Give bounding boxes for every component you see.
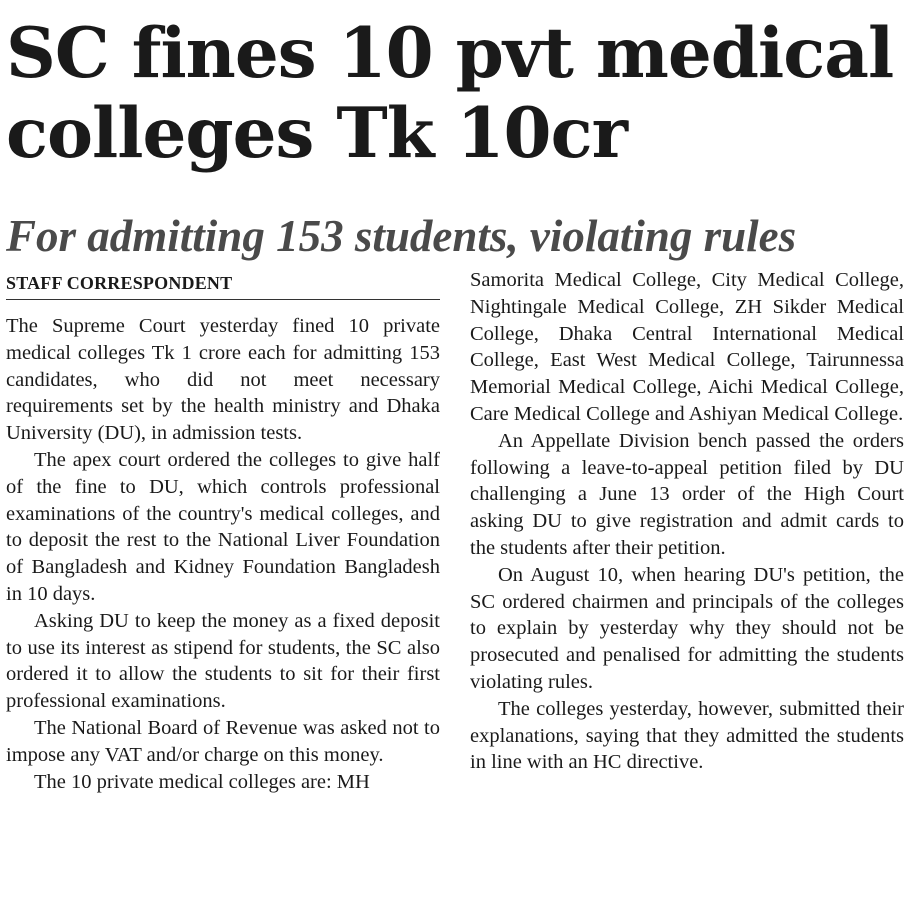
byline: STAFF CORRESPONDENT xyxy=(6,273,233,293)
paragraph-8: The colleges yesterday, however, submitted their explanations, saying that they admitted the students in line with an HC directive. xyxy=(470,697,904,774)
subheadline: For admitting 153 students, violating rules xyxy=(6,211,797,261)
headline xyxy=(6,14,911,174)
headline-line-1: SC fines 10 pvt medical xyxy=(6,13,894,94)
paragraph-5-continued: Samorita Medical College, City Medical College, Nightingale Medical College, ZH Sikder Medical College, Dhaka Central International Medical College, East West Medical College, Tairunnessa Memorial Medical College, Aichi Medical College, Care Medical College and Ashiyan Medical College. xyxy=(470,269,904,425)
headline-line-2: colleges Tk 10cr xyxy=(6,93,627,174)
paragraph-3: Asking DU to keep the money as a fixed deposit to use its interest as stipend for students, the SC also ordered it to allow the students to sit for their first professional examinations. xyxy=(6,609,440,713)
byline-divider xyxy=(6,299,440,300)
paragraph-2: The apex court ordered the colleges to give half of the fine to DU, which controls professional examinations of the country's medical colleges, and to deposit the rest to the National Liver Foundation of Bangladesh and Kidney Foundation Bangladesh in 10 days. xyxy=(6,448,440,605)
article-column-left xyxy=(6,313,440,795)
paragraph-7: On August 10, when hearing DU's petition, the SC ordered chairmen and principals of the colleges to explain by yesterday why they should not be prosecuted and penalised for admitting the students violating rules. xyxy=(470,563,904,693)
paragraph-1: The Supreme Court yesterday fined 10 private medical colleges Tk 1 crore each for admitting 153 candidates, who did not meet necessary requirements set by the health ministry and Dhaka University (DU), in admission tests. xyxy=(6,315,440,445)
paragraph-5: The 10 private medical colleges are: MH xyxy=(34,770,370,793)
paragraph-6: An Appellate Division bench passed the orders following a leave-to-appeal petition filed by DU challenging a June 13 order of the High Court asking DU to give registration and admit cards to the students after their petition. xyxy=(470,429,904,559)
article-column-right xyxy=(470,267,904,776)
paragraph-4: The National Board of Revenue was asked not to impose any VAT and/or charge on this money. xyxy=(6,716,440,766)
